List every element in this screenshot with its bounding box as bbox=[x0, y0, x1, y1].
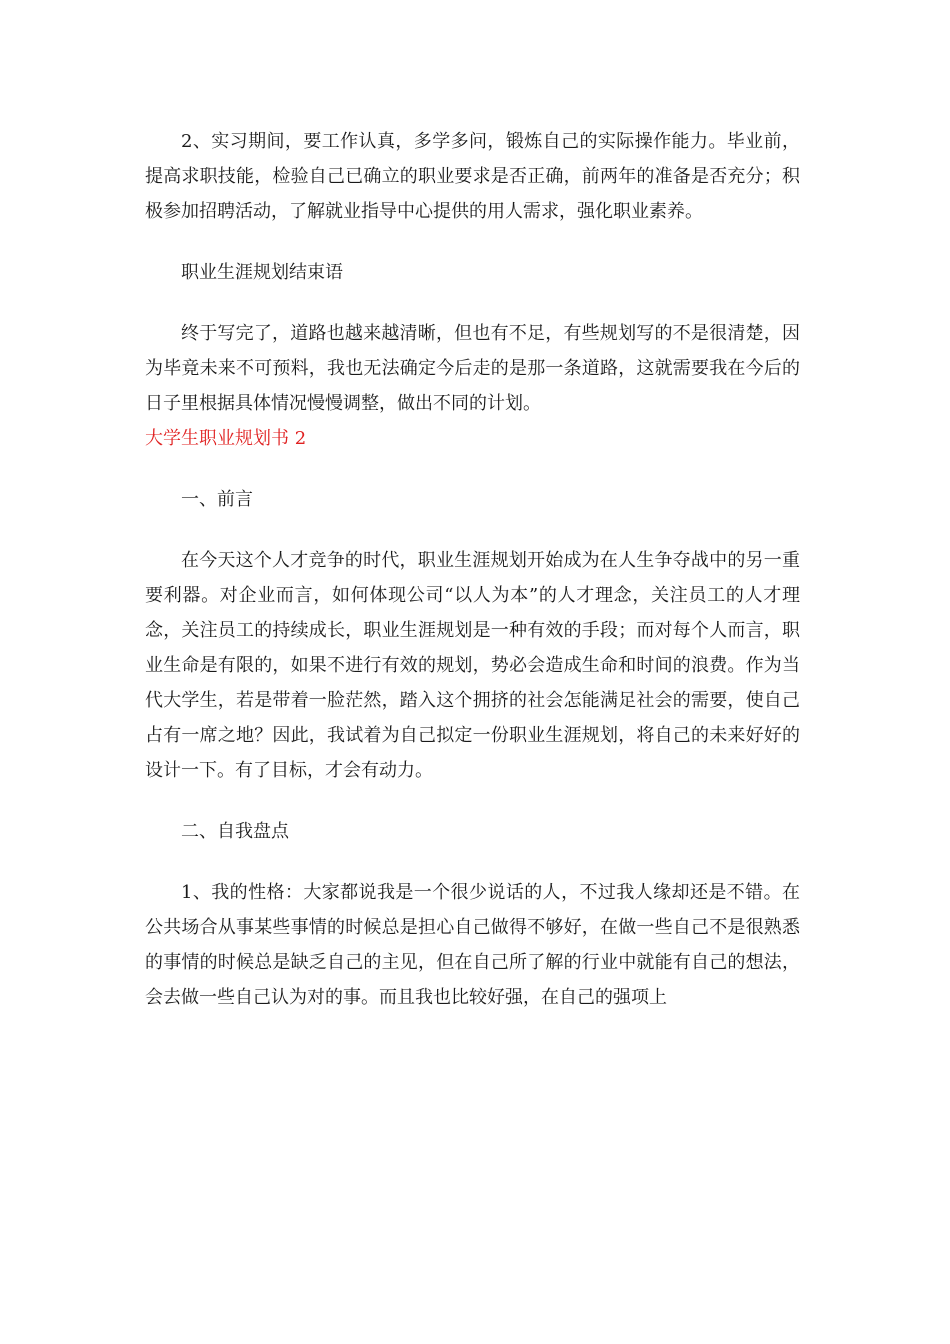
section-title: 大学生职业规划书 2 bbox=[145, 428, 307, 449]
internship-paragraph: 2、实习期间，要工作认真，多学多问，锻炼自己的实际操作能力。毕业前，提高求职技能，检验自己已确立的职业要求是否正确，前两年的准备是否充分；积极参加招聘活动，了解就业指导中心提供的用人需求，强化职业素养。 bbox=[145, 131, 800, 222]
self-assessment-paragraph: 1、我的性格：大家都说我是一个很少说话的人，不过我人缘却还是不错。在公共场合从事某些事情的时候总是担心自己做得不够好，在做一些自己不是很熟悉的事情的时候总是缺乏自己的主见，但在自己所了解的行业中就能有自己的想法，会去做一些自己认为对的事。而且我也比较好强，在自己的强项上 bbox=[145, 882, 800, 1008]
conclusion-paragraph: 终于写完了，道路也越来越清晰，但也有不足，有些规划写的不是很清楚，因为毕竟未来不可预料，我也无法确定今后走的是那一条道路，这就需要我在今后的日子里根据具体情况慢慢调整，做出不同的计划。 bbox=[145, 323, 800, 414]
preface-title: 一、前言 bbox=[181, 489, 253, 510]
self-assessment-title: 二、自我盘点 bbox=[181, 821, 289, 842]
document-page bbox=[145, 124, 800, 1015]
preface-paragraph: 在今天这个人才竞争的时代，职业生涯规划开始成为在人生争夺战中的另一重要利器。对企业而言，如何体现公司“以人为本”的人才理念，关注员工的人才理念，关注员工的持续成长，职业生涯规划是一种有效的手段；而对每个人而言，职业生命是有限的，如果不进行有效的规划，势必会造成生命和时间的浪费。作为当代大学生，若是带着一脸茫然，踏入这个拥挤的社会怎能满足社会的需要，使自己占有一席之地？因此，我试着为自己拟定一份职业生涯规划，将自己的未来好好的设计一下。有了目标，才会有动力。 bbox=[145, 550, 800, 781]
conclusion-title: 职业生涯规划结束语 bbox=[181, 262, 343, 283]
